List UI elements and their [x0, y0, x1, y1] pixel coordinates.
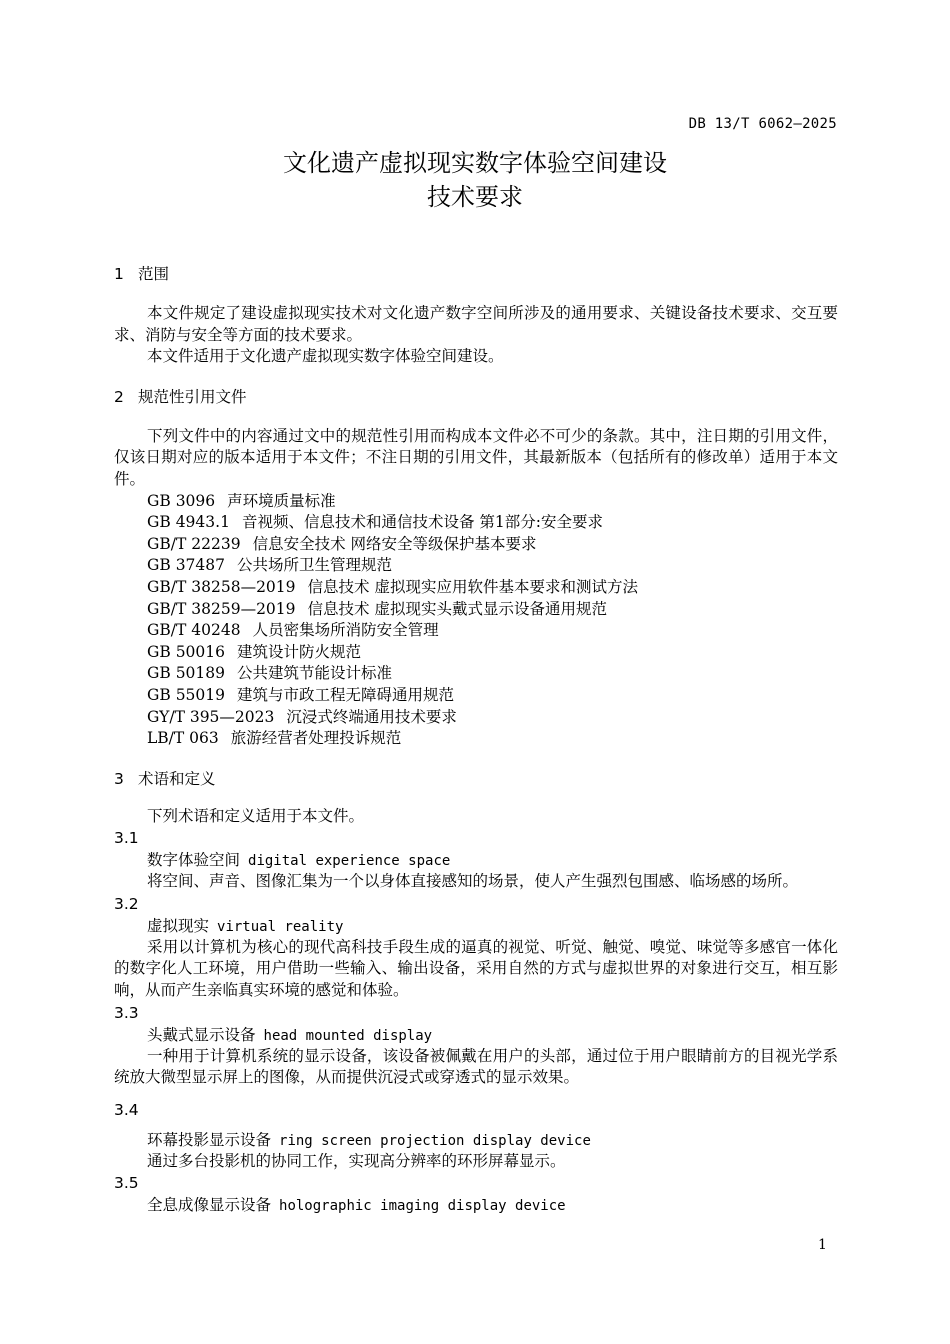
- paragraph: 本文件规定了建设虚拟现实技术对文化遗产数字空间所涉及的通用要求、关键设备技术要求、交互要求、消防与安全等方面的技术要求。: [114, 304, 838, 344]
- term-title: 虚拟现实 virtual reality: [147, 916, 344, 935]
- term-definition: 一种用于计算机系统的显示设备，该设备被佩戴在用户的头部，通过位于用户眼睛前方的目视光学系统放大微型显示屏上的图像，从而提供沉浸式或穿透式的显示效果。: [114, 1046, 838, 1087]
- reference-item: GB 55019 建筑与市政工程无障碍通用规范: [147, 685, 455, 704]
- document-body: [114, 263, 838, 1216]
- section-title: 范围: [138, 265, 170, 283]
- section-number: 3: [114, 769, 124, 788]
- term-title: 环幕投影显示设备 ring screen projection display device: [147, 1130, 591, 1149]
- term-number: 3.5: [114, 1174, 139, 1193]
- section-heading-normative-references: [114, 386, 838, 408]
- reference-item: GY/T 395—2023 沉浸式终端通用技术要求: [147, 707, 457, 726]
- term-definition: 通过多台投影机的协同工作，实现高分辨率的环形屏幕显示。: [147, 1151, 566, 1170]
- document-title: [0, 146, 950, 214]
- reference-item: GB/T 38259—2019 信息技术 虚拟现实头戴式显示设备通用规范: [147, 599, 607, 618]
- term-number: 3.4: [114, 1100, 139, 1119]
- term-number: 3.3: [114, 1003, 139, 1022]
- document-code: DB 13/T 6062—2025: [688, 116, 837, 132]
- title-line-1: 文化遗产虚拟现实数字体验空间建设: [283, 149, 667, 177]
- term-title: 头戴式显示设备 head mounted display: [147, 1025, 433, 1044]
- paragraph: 下列文件中的内容通过文中的规范性引用而构成本文件必不可少的条款。其中，注日期的引用文件，仅该日期对应的版本适用于本文件；不注日期的引用文件，其最新版本（包括所有的修改单）适用于本文件。: [114, 426, 838, 488]
- page-number: 1: [818, 1237, 827, 1253]
- term-definition: 采用以计算机为核心的现代高科技手段生成的逼真的视觉、听觉、触觉、嗅觉、味觉等多感官一体化的数字化人工环境，用户借助一些输入、输出设备，采用自然的方式与虚拟世界的对象进行交互，相互影响，从而产生亲临真实环境的感觉和体验。: [114, 937, 838, 1000]
- term-number: 3.2: [114, 894, 139, 913]
- section-heading-scope: [114, 263, 838, 285]
- paragraph: 本文件适用于文化遗产虚拟现实数字体验空间建设。: [147, 347, 504, 366]
- reference-item: GB/T 40248 人员密集场所消防安全管理: [147, 621, 439, 640]
- section-number: 2: [114, 387, 124, 406]
- section-title: 术语和定义: [138, 769, 216, 788]
- paragraph: 下列术语和定义适用于本文件。: [147, 806, 365, 825]
- section-title: 规范性引用文件: [138, 387, 247, 406]
- reference-item: GB 50189 公共建筑节能设计标准: [147, 664, 393, 683]
- term-number: 3.1: [114, 829, 139, 848]
- reference-item: GB/T 22239 信息安全技术 网络安全等级保护基本要求: [147, 534, 537, 553]
- reference-item: GB 4943.1 音视频、信息技术和通信技术设备 第1部分:安全要求: [147, 513, 603, 532]
- section-heading-terms-and-definitions: [114, 768, 838, 790]
- reference-item: GB 37487 公共场所卫生管理规范: [147, 556, 393, 575]
- reference-item: GB 3096 声环境质量标准: [147, 491, 336, 510]
- term-title: 全息成像显示设备 holographic imaging display device: [147, 1196, 566, 1215]
- term-definition: 将空间、声音、图像汇集为一个以身体直接感知的场景，使人产生强烈包围感、临场感的场所。: [147, 872, 799, 891]
- reference-list: [114, 491, 838, 750]
- reference-item: GB 50016 建筑设计防火规范: [147, 642, 362, 661]
- title-line-2: 技术要求: [427, 183, 523, 211]
- term-title: 数字体验空间 digital experience space: [147, 851, 451, 870]
- section-number: 1: [114, 265, 124, 283]
- reference-item: GB/T 38258—2019 信息技术 虚拟现实应用软件基本要求和测试方法: [147, 577, 638, 596]
- reference-item: LB/T 063 旅游经营者处理投诉规范: [147, 729, 402, 748]
